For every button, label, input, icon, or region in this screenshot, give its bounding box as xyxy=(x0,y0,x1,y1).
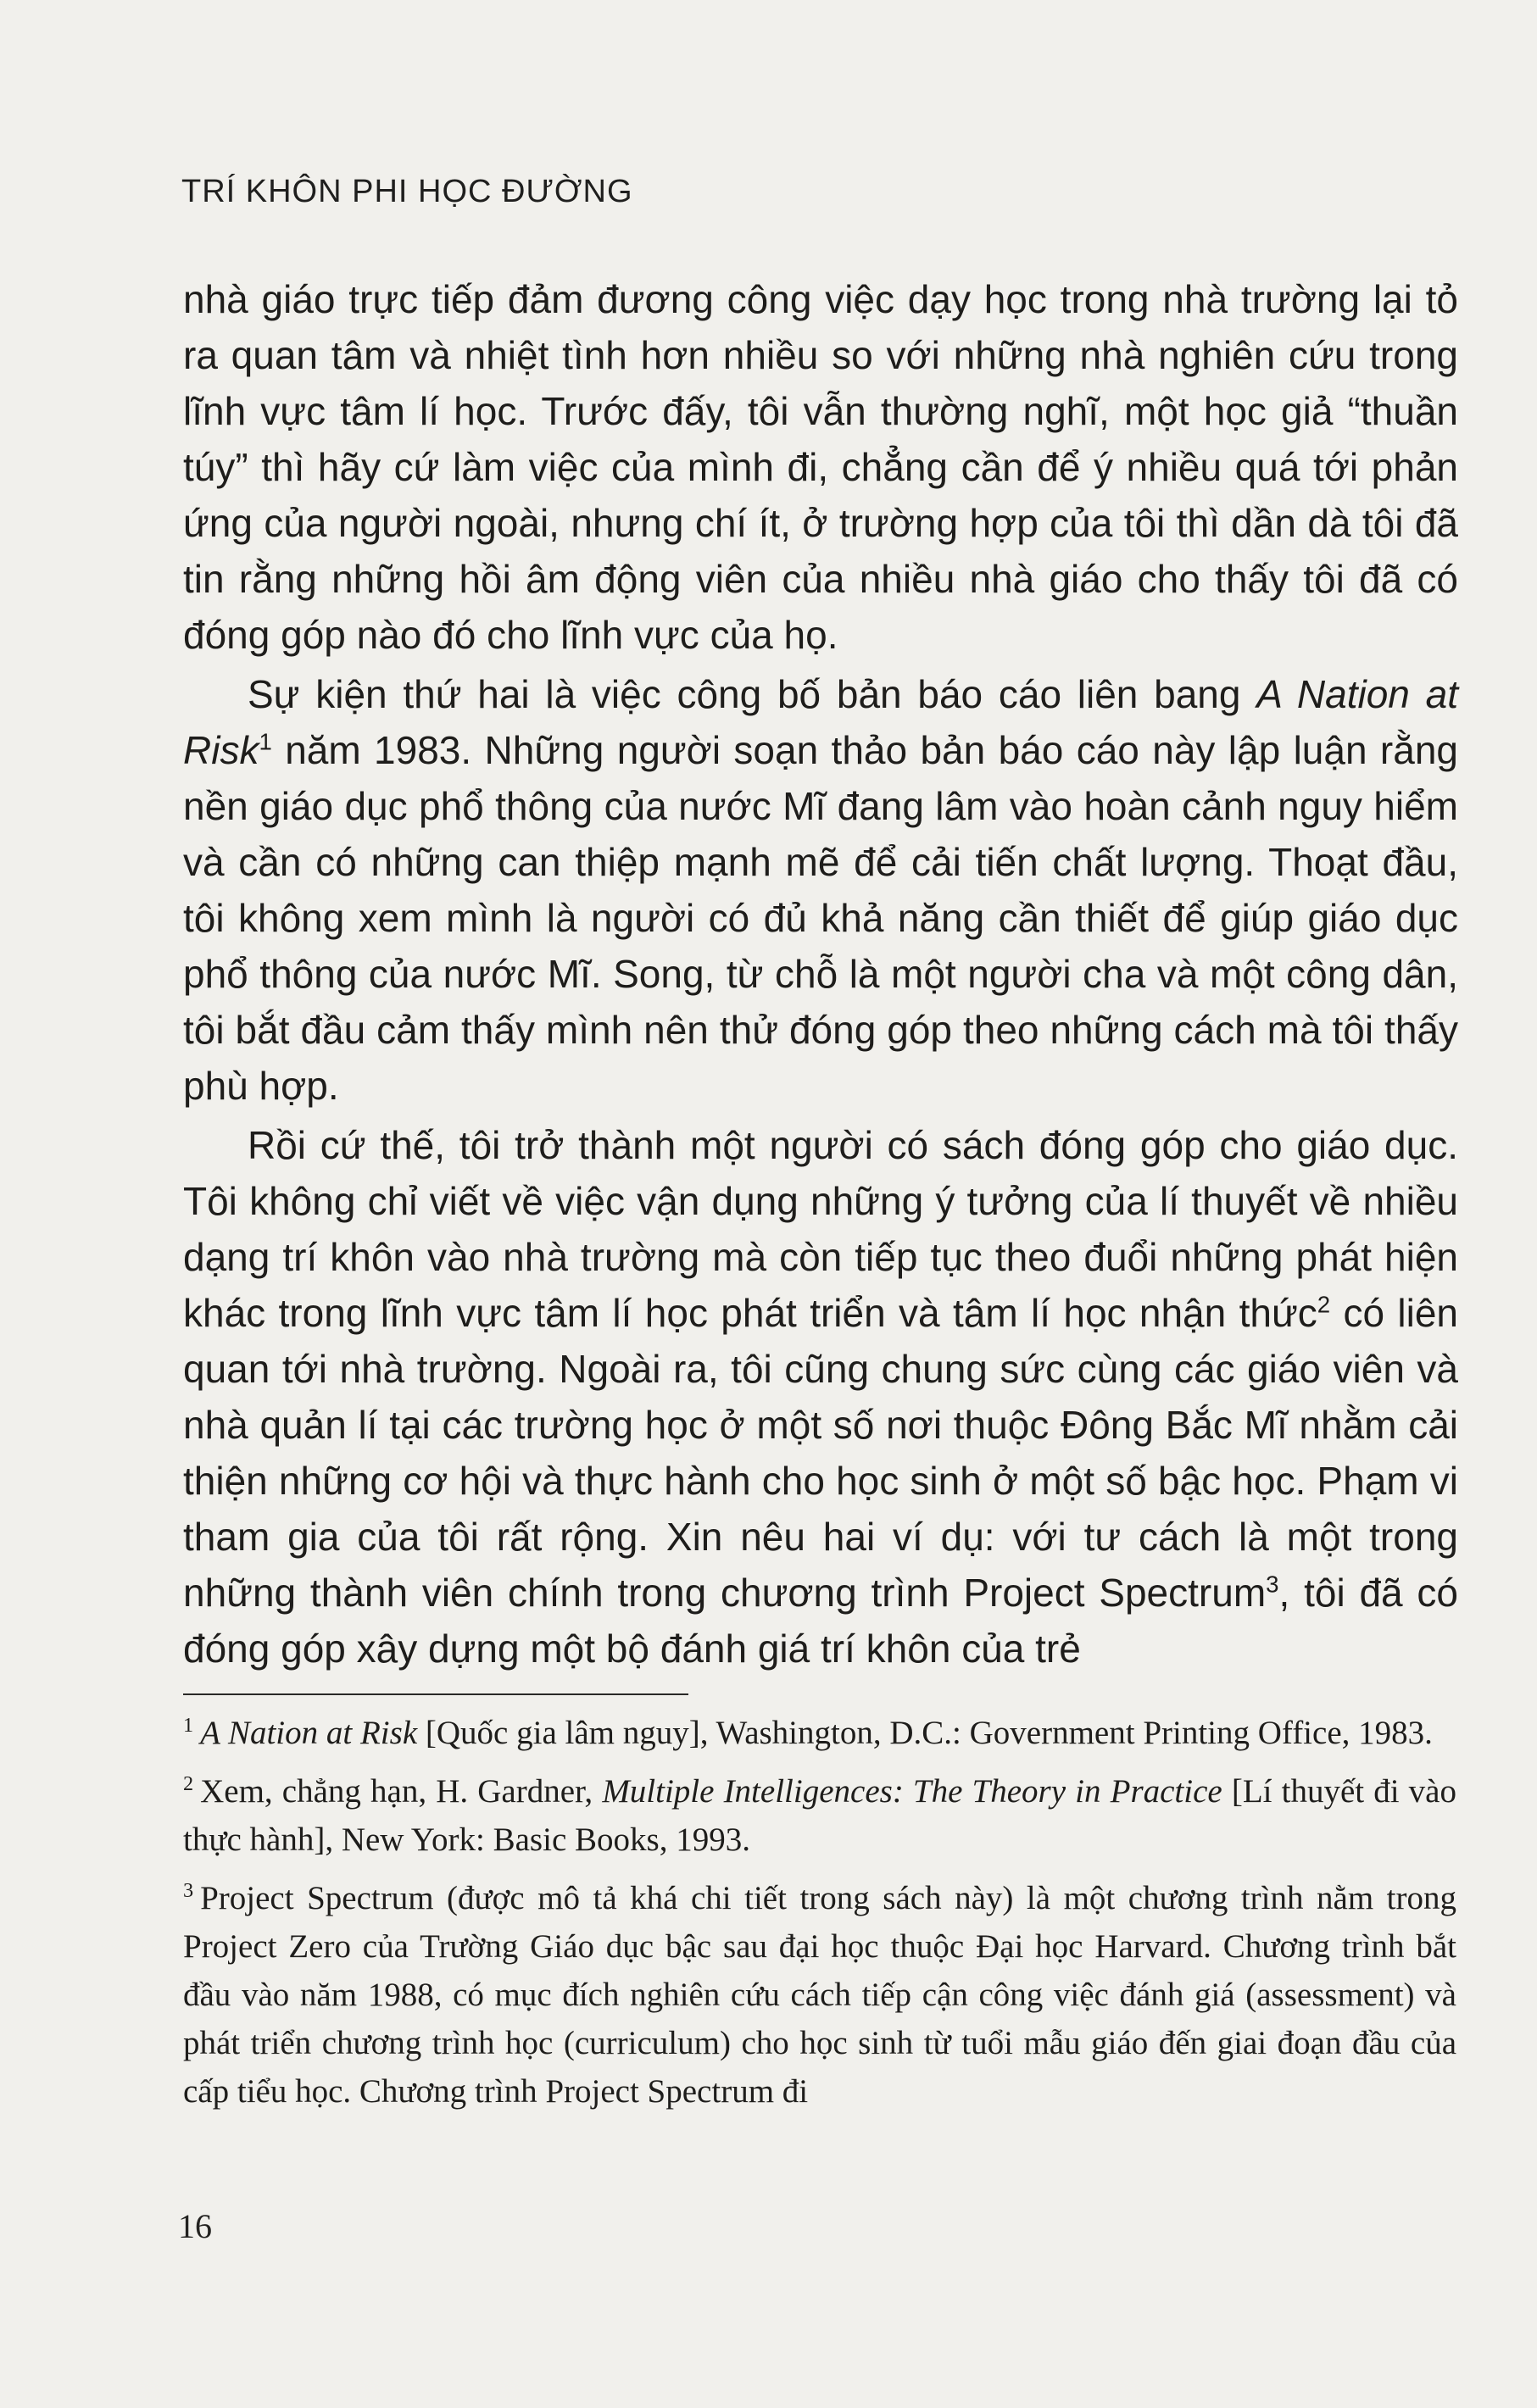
footnote-title: Multiple Intelligences: The Theory in Practice xyxy=(602,1773,1222,1810)
footnote-text: Xem, chẳng hạn, H. Gardner, xyxy=(200,1773,603,1810)
footnote-text: Project Spectrum (được mô tả khá chi tiết trong sách này) là một chương trình nằm trong Project Zero của Trường Giáo dục bậc sau đại học thuộc Đại học Harvard. Chương trình bắt đầu vào năm 1988, có mục đích nghiên cứu cách tiếp cận công việc đánh giá (assessment) và phát triển chương trình học (curriculum) cho học sinh từ tuổi mẫu giáo đến giai đoạn đầu của cấp tiểu học. Chương trình Project Spectrum đi xyxy=(183,1880,1456,2110)
footnote-number: 3 xyxy=(183,1879,194,1902)
paragraph-text: , tôi đã có đóng góp xây dựng một bộ đánh giá trí khôn của trẻ xyxy=(183,1571,1458,1671)
report-title: A Nation at Risk xyxy=(183,672,1458,772)
page-number: 16 xyxy=(178,2207,212,2245)
footnote-text: [Quốc gia lâm nguy], Washington, D.C.: Government Printing Office, 1983. xyxy=(417,1715,1433,1751)
body-text xyxy=(183,271,1458,1677)
paragraph-text: Sự kiện thứ hai là việc công bố bản báo cáo liên bang xyxy=(248,672,1257,716)
paragraph-text: Rồi cứ thế, tôi trở thành một người có sách đóng góp cho giáo dục. Tôi không chỉ viết về việc vận dụng những ý tưởng của lí thuyết về nhiều dạng trí khôn vào nhà trường mà còn tiếp tục theo đuổi những phát hiện khác trong lĩnh vực tâm lí học phát triển và tâm lí học nhận thức xyxy=(183,1123,1458,1335)
paragraph-contribution xyxy=(183,1117,1458,1677)
paragraph-continued: nhà giáo trực tiếp đảm đương công việc dạy học trong nhà trường lại tỏ ra quan tâm và nhiệt tình hơn nhiều so với những nhà nghiên cứu trong lĩnh vực tâm lí học. Trước đấy, tôi vẫn thường nghĩ, một học giả “thuần túy” thì hãy cứ làm việc của mình đi, chẳng cần để ý nhiều quá tới phản ứng của người ngoài, nhưng chí ít, ở trường hợp của tôi thì dần dà tôi đã tin rằng những hồi âm động viên của nhiều nhà giáo cho thấy tôi đã có đóng góp nào đó cho lĩnh vực của họ. xyxy=(183,277,1458,657)
footnote-1 xyxy=(183,1709,1456,1757)
footnote-ref-2[interactable]: 2 xyxy=(1317,1291,1331,1318)
footnote-number: 1 xyxy=(183,1714,194,1737)
footnote-text: [Lí thuyết đi vào thực hành], New York: Basic Books, 1993. xyxy=(183,1773,1456,1858)
paragraph-text: năm 1983. Những người soạn thảo bản báo cáo này lập luận rằng nền giáo dục phổ thông của nước Mĩ đang lâm vào hoàn cảnh nguy hiểm và cần có những can thiệp mạnh mẽ để cải tiến chất lượng. Thoạt đầu, tôi không xem mình là người có đủ khả năng cần thiết để giúp giáo dục phổ thông của nước Mĩ. Song, từ chỗ là một người cha và một công dân, tôi bắt đầu cảm thấy mình nên thử đóng góp theo những cách mà tôi thấy phù hợp. xyxy=(183,728,1458,1108)
footnote-3 xyxy=(183,1874,1456,2116)
footnote-2 xyxy=(183,1767,1456,1864)
footnote-divider xyxy=(183,1693,688,1695)
footnote-ref-1[interactable]: 1 xyxy=(259,728,272,755)
running-head: TRÍ KHÔN PHI HỌC ĐƯỜNG xyxy=(181,174,633,209)
footnote-ref-3[interactable]: 3 xyxy=(1266,1571,1279,1598)
footnote-title: A Nation at Risk xyxy=(200,1715,418,1751)
footnotes xyxy=(183,1704,1456,2126)
paragraph-text: có liên quan tới nhà trường. Ngoài ra, tôi cũng chung sức cùng các giáo viên và nhà quản lí tại các trường học ở một số nơi thuộc Đông Bắc Mĩ nhằm cải thiện những cơ hội và thực hành cho học sinh ở một số bậc học. Phạm vi tham gia của tôi rất rộng. Xin nêu hai ví dụ: với tư cách là một trong những thành viên chính trong chương trình Project Spectrum xyxy=(183,1291,1458,1615)
footnote-number: 2 xyxy=(183,1772,194,1795)
paragraph-nation-at-risk xyxy=(183,666,1458,1114)
